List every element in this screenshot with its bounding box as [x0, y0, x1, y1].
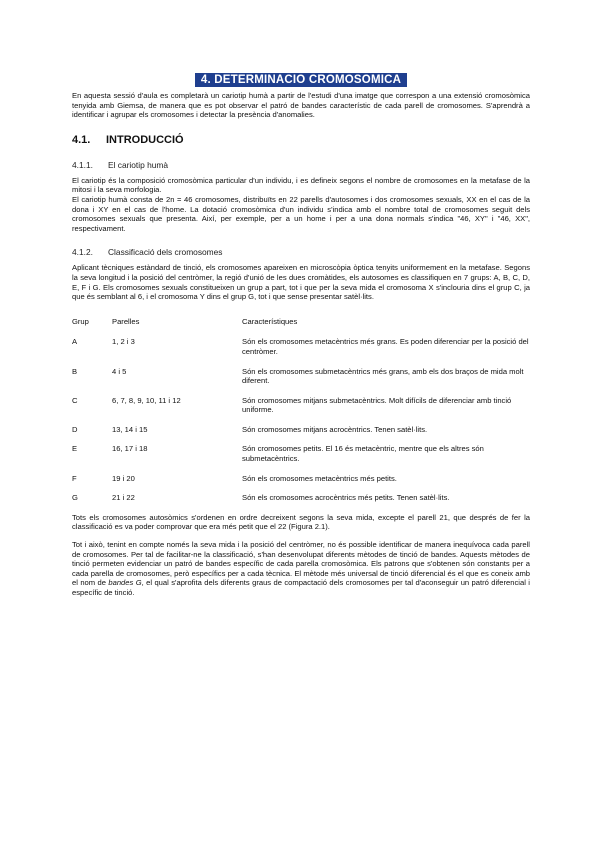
- cell-features: Són els cromosomes acrocèntrics més petits. Tenen satèl·lits.: [242, 493, 450, 503]
- cell-features: Són cromosomes mitjans acrocèntrics. Tenen satèl·lits.: [242, 424, 428, 434]
- document-page: [72, 70, 530, 598]
- cell-group: C: [72, 395, 78, 405]
- cariotip-paragraph-1: El cariotip és la composició cromosòmica particular d'un individu, i es defineix segons el nombre de cromosomes en la metafase de la mitosi i la seva morfologia.: [72, 175, 530, 195]
- cell-pairs: 1, 2 i 3: [112, 337, 135, 347]
- table-row: [72, 425, 530, 445]
- cell-group: D: [72, 424, 78, 434]
- cell-group: G: [72, 493, 78, 503]
- cell-pairs: 19 i 20: [112, 473, 135, 483]
- table-row: [72, 444, 530, 473]
- cell-features: Són els cromosomes metacèntrics més petits.: [242, 473, 397, 483]
- cell-pairs: 16, 17 i 18: [112, 444, 148, 454]
- after-table-paragraph-2: [72, 540, 530, 598]
- cell-pairs: 21 i 22: [112, 493, 135, 503]
- cell-pairs: 6, 7, 8, 9, 10, 11 i 12: [112, 395, 181, 405]
- cell-features: Són cromosomes petits. El 16 és metacèntric, mentre que els altres són submetacèntrics.: [242, 444, 484, 464]
- cell-features: Són els cromosomes metacèntrics més grans. Es poden diferenciar per la posició del centròmer.: [242, 337, 529, 356]
- header-pairs: Parelles: [112, 316, 140, 326]
- after-table-paragraph-1: Tots els cromosomes autosòmics s'ordenen en ordre decreixent segons la seva mida, excepte el parell 21, que després de fer la classificació es va poder comprovar que era més petit que el 22 (Figura 2.1).: [72, 512, 530, 532]
- header-group: Grup: [72, 316, 89, 326]
- table-header-row: [72, 317, 530, 338]
- cariotip-paragraph-2: El cariotip humà consta de 2n = 46 cromosomes, distribuïts en 22 parells d'autosomes i dos cromosomes sexuals, XX en el cas de la dona i XY en el cas de l'home. La dotació cromosòmica d'un individu s'indica amb el nombre total de cromosomes seguit dels cromosomes sexuals que presenta. Així, per exemple, per a un home i per a una dona normals s'indica "46, XY" i "46, XX", respectivament.: [72, 194, 530, 233]
- heading-text: INTRODUCCIÓ: [106, 133, 184, 146]
- table-row: [72, 367, 530, 396]
- heading-number: 4.1.1.: [72, 159, 93, 170]
- heading-text: El cariotip humà: [108, 159, 169, 170]
- cell-pairs: 13, 14 i 15: [112, 424, 148, 434]
- cell-group: E: [72, 444, 78, 454]
- heading-text: Classificació dels cromosomes: [108, 247, 223, 258]
- paragraph-text: , el qual s'aprofita dels diferents graus de compactació dels cromosomes per tal d'aconseguir un patró diferencial i específic de tinció.: [72, 578, 530, 597]
- cell-features: Són els cromosomes submetacèntrics més grans, amb els dos braços de mida molt diferent.: [242, 366, 524, 386]
- table-row: [72, 493, 530, 513]
- classificacio-paragraph: Aplicant tècniques estàndard de tinció, els cromosomes apareixen en microscòpia òptica tenyits uniformement en la metafase. Segons la seva longitud i la posició del centròmer, la regió d'unió de les dues cromàtides, els autosomes es classifiquen en 7 grups: A, B, C, D, E, F i G. Els cromosomes sexuals constitueixen un grup a part, tot i que per la seva mida el cromosoma X s'inclouria dins el grup C, ja que és semblant al 6, i el cromosoma Y dins el grup G, tot i que sense presentar satèl·lits.: [72, 263, 530, 302]
- header-features: Característiques: [242, 316, 298, 326]
- table-row: [72, 474, 530, 494]
- chromosome-groups-table: [72, 317, 530, 513]
- cell-group: F: [72, 473, 77, 483]
- table-row: [72, 396, 530, 425]
- cell-features: Són cromosomes mitjans submetacèntrics. Molt difícils de diferenciar amb tinció uniforme.: [242, 395, 512, 415]
- intro-paragraph: En aquesta sessió d'aula es completarà un cariotip humà a partir de l'estudi d'una imatge que correspon a una extensió cromosòmica tenyida amb Giemsa, de manera que es pot observar el patró de bandes característic de cada parell de cromosomes. S'aprendrà a identificar i agrupar els cromosomes i detectar la presència d'anomalies.: [72, 91, 530, 120]
- bandes-g-term: bandes G: [108, 578, 142, 588]
- heading-cariotip: [72, 160, 530, 170]
- heading-introduccio: [72, 134, 530, 146]
- cell-group: B: [72, 366, 78, 376]
- cell-group: A: [72, 337, 78, 347]
- cell-pairs: 4 i 5: [112, 366, 127, 376]
- section-title: 4. DETERMINACIO CROMOSOMICA: [195, 73, 407, 87]
- table-row: [72, 337, 530, 366]
- heading-number: 4.1.: [72, 133, 91, 146]
- heading-number: 4.1.2.: [72, 247, 93, 258]
- heading-classificacio: [72, 247, 530, 257]
- paragraph-text: Tot i això, tenint en compte només la seva mida i la posició del centròmer, no és possible identificar de manera inequívoca cada parell de cromosomes. Per tal de facilitar-ne la classificació, s'han desenvolupat diferents mètodes de tinció de bandes. Aquests mètodes de tinció permeten evidenciar un patró de bandes específic de cada parella cromosòmica. Els patrons que s'obtenen són constants per a cada parella de cromosomes, però específics per a cada tècnica. El mètode més universal de tinció diferencial és el que es coneix amb el nom de: [72, 540, 530, 588]
